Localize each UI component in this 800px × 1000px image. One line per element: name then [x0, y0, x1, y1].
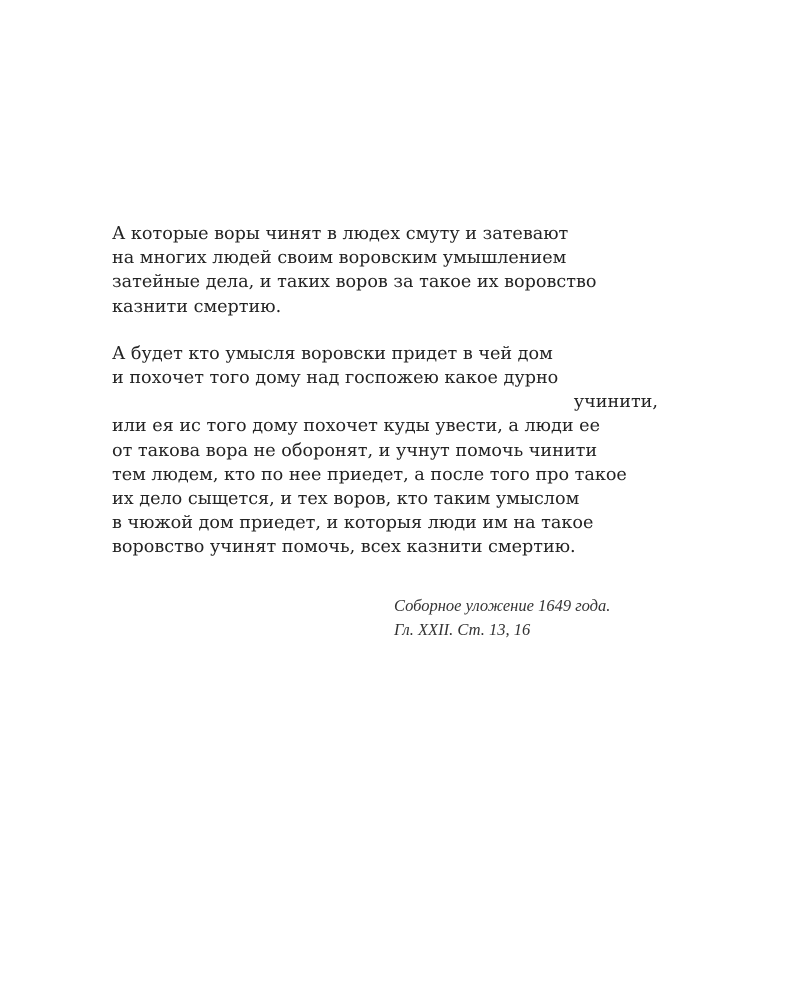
text-line: воровство учинят помочь, всех казнити смертию.	[112, 537, 576, 558]
text-line: на многих людей своим воровским умышлением	[112, 248, 567, 269]
text-line-overflow: учинити,	[573, 392, 658, 413]
text-line: от такова вора не оборонят, и учнут помочь чинити	[112, 440, 598, 461]
text-line: их дело сыщется, и тех воров, кто таким умыслом	[112, 488, 580, 509]
paragraph-spacer	[112, 319, 672, 342]
text-line: казнити смертию.	[112, 296, 282, 317]
epigraph-text	[112, 222, 672, 559]
text-line: тем людем, кто по нее приедет, а после того про такое	[112, 464, 627, 485]
text-line: и похочет того дому над госпожею какое дурно	[112, 367, 559, 388]
text-line: затейные дела, и таких воров за такое их воровство	[112, 272, 597, 293]
paragraph-1	[112, 222, 672, 319]
paragraph-2	[112, 342, 672, 560]
text-line: в чюжой дом приедет, и которыя люди им на такое	[112, 513, 594, 534]
citation	[394, 594, 610, 642]
text-line: А будет кто умысля воровски придет в чей дом	[112, 343, 553, 364]
citation-reference: Гл. XXII. Ст. 13, 16	[394, 620, 531, 639]
text-line: А которые воры чинят в людех смуту и затевают	[112, 224, 569, 244]
citation-source: Соборное уложение 1649 года.	[394, 596, 611, 615]
text-line: или ея ис того дому похочет куды увести, а люди ее	[112, 416, 600, 437]
